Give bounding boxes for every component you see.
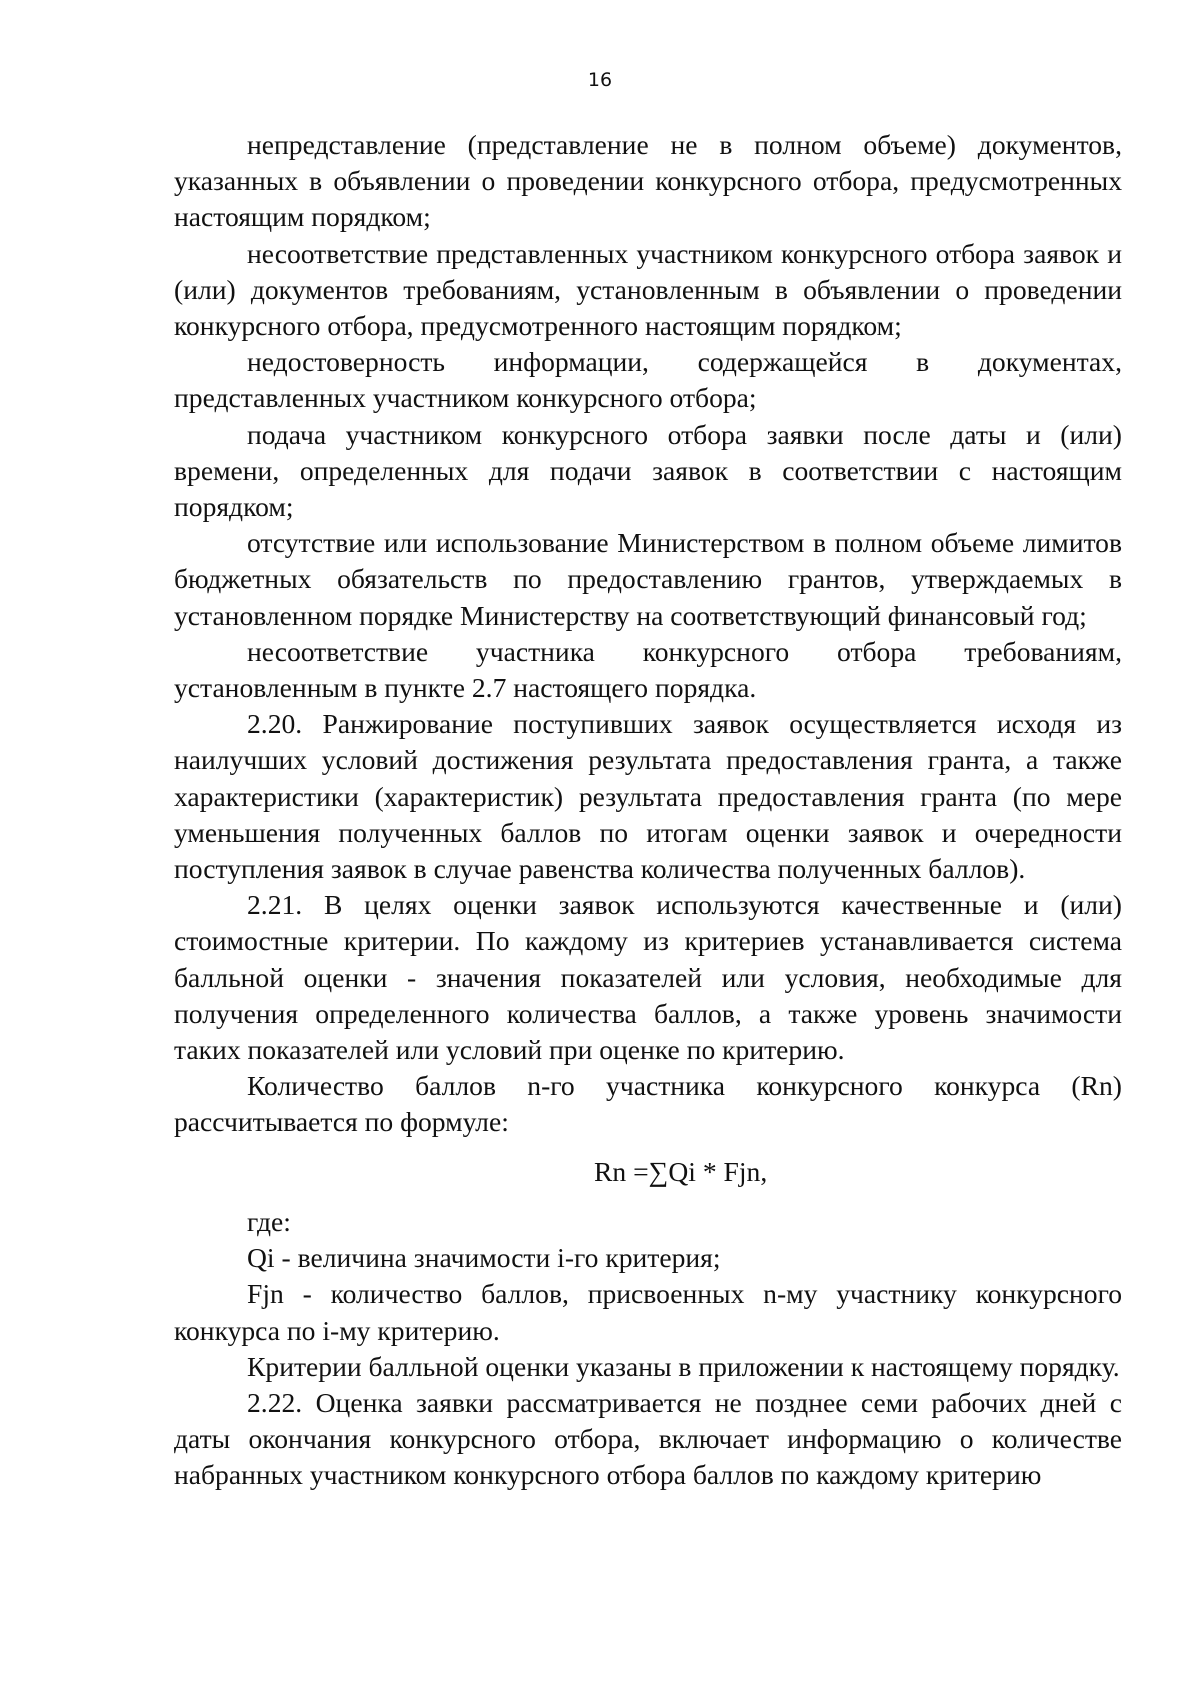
score-formula: Rn =∑Qi * Fjn,	[594, 1155, 768, 1187]
paragraph-unreliable-info: недостоверность информации, содержащейся в документах, представленных участником конкурсного отбора;	[174, 346, 1122, 414]
paragraph-nonsubmission: непредставление (представление не в полном объеме) документов, указанных в объявлении о проведении конкурсного отбора, предусмотренных настоящим порядком;	[174, 129, 1122, 233]
paragraph-score-calculation: Количество баллов n-го участника конкурсного конкурса (Rn) рассчитывается по формуле:	[174, 1070, 1122, 1138]
page-number: 16	[587, 69, 613, 91]
paragraph-participant-noncompliance: несоответствие участника конкурсного отбора требованиям, установленным в пункте 2.7 настоящего порядка.	[174, 635, 1122, 704]
paragraph-qi-definition: Qi - величина значимости i-го критерия;	[247, 1242, 721, 1274]
document-body	[174, 127, 1122, 1494]
paragraph-2-20-ranking: 2.20. Ранжирование поступивших заявок осуществляется исходя из наилучших условий достижения результата предоставления гранта, а также характеристики (характеристик) результата предоставления гранта (по мере уменьшения полученных баллов по итогам оценки заявок и очередности поступления заявок в случае равенства количества полученных баллов).	[174, 708, 1122, 885]
paragraph-criteria-appendix: Критерии балльной оценки указаны в приложении к настоящему порядку.	[247, 1350, 1120, 1382]
paragraph-fjn-definition: Fjn - количество баллов, присвоенных n-му участнику конкурсного конкурса по i-му критерию.	[174, 1278, 1122, 1346]
paragraph-noncompliance-documents: несоответствие представленных участником конкурсного отбора заявок и (или) документов требованиям, установленным в объявлении о проведении конкурсного отбора, предусмотренного настоящим порядком;	[174, 237, 1122, 342]
paragraph-2-21-criteria: 2.21. В целях оценки заявок используются качественные и (или) стоимостные критерии. По каждому из критериев устанавливается система балльной оценки - значения показателей или условия, необходимые для получения определенного количества баллов, а также уровень значимости таких показателей или условий при оценке по критерию.	[174, 889, 1122, 1066]
paragraph-budget-limits: отсутствие или использование Министерством в полном объеме лимитов бюджетных обязательств по предоставлению грантов, утверждаемых в установленном порядке Министерству на соответствующий финансовый год;	[174, 527, 1122, 631]
paragraph-where: где:	[247, 1205, 291, 1237]
paragraph-2-22-evaluation: 2.22. Оценка заявки рассматривается не позднее семи рабочих дней с даты окончания конкурсного отбора, включает информацию о количестве набранных участником конкурсного отбора баллов по каждому критерию	[174, 1386, 1122, 1491]
paragraph-late-submission: подача участником конкурсного отбора заявки после даты и (или) времени, определенных для подачи заявок в соответствии с настоящим порядком;	[174, 418, 1122, 523]
